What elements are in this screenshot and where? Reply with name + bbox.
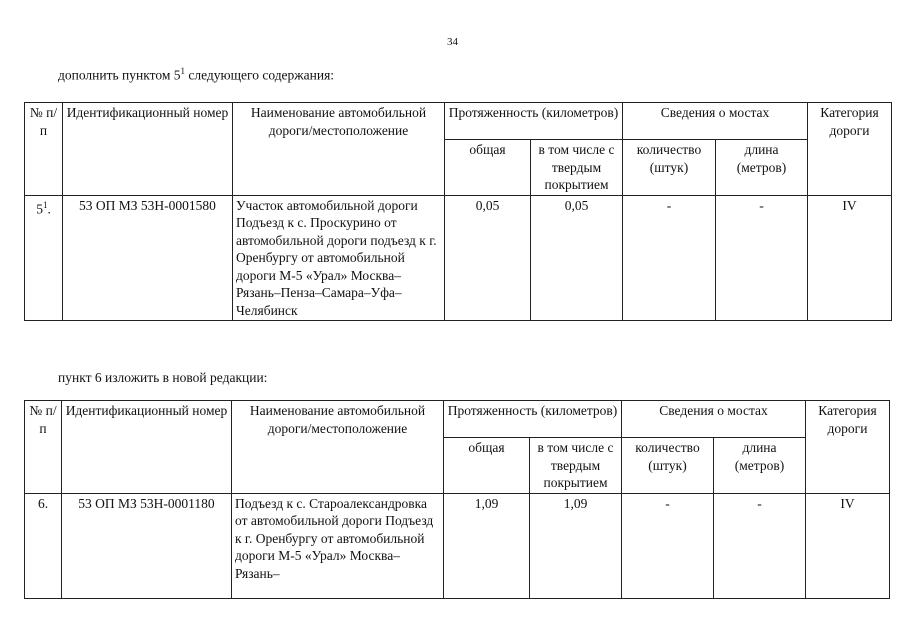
row-bridges-count: - xyxy=(622,493,714,598)
row-length-total: 1,09 xyxy=(444,493,530,598)
section1-intro-suffix: следующего содержания: xyxy=(185,67,335,83)
row-length-paved: 1,09 xyxy=(530,493,622,598)
row-num xyxy=(25,195,63,321)
row-bridges-count: - xyxy=(623,195,716,321)
row-category: IV xyxy=(808,195,892,321)
row-bridges-length: - xyxy=(716,195,808,321)
table-row xyxy=(25,493,890,598)
row-name: Участок автомобильной дороги Подъезд к с. Проскурино от автомобильной дороги подъезд к г. Оренбургу от автомобильной дороги М-5 «Урал» Москва–Рязань–Пенза–Самара–Уфа–Челябинск xyxy=(233,195,445,321)
header-bridges-length: длина (метров) xyxy=(714,438,806,494)
header-length: Протяженность (километров) xyxy=(444,401,622,438)
header-num: № п/п xyxy=(25,103,63,196)
row-name xyxy=(232,493,444,598)
header-name: Наименование автомобильной дороги/местоположение xyxy=(233,103,445,196)
header-length-total: общая xyxy=(445,140,531,196)
header-length-paved: в том числе с твердым покрытием xyxy=(531,140,623,196)
page-number: 34 xyxy=(447,36,458,48)
header-id: Идентификационный номер xyxy=(62,401,232,494)
header-bridges: Сведения о мостах xyxy=(622,401,806,438)
row-length-paved: 0,05 xyxy=(531,195,623,321)
header-category: Категория дороги xyxy=(806,401,890,494)
row-num-suffix: . xyxy=(47,201,51,216)
header-num: № п/п xyxy=(25,401,62,494)
header-bridges: Сведения о мостах xyxy=(623,103,808,140)
table-row xyxy=(25,195,892,321)
roads-table-1 xyxy=(24,102,892,321)
row-bridges-length: - xyxy=(714,493,806,598)
row-num: 6. xyxy=(25,493,62,598)
section1-intro-prefix: дополнить пунктом 5 xyxy=(58,67,181,83)
header-length-total: общая xyxy=(444,438,530,494)
header-name: Наименование автомобильной дороги/местоположение xyxy=(232,401,444,494)
row-category: IV xyxy=(806,493,890,598)
header-length-paved: в том числе с твердым покрытием xyxy=(530,438,622,494)
row-id: 53 ОП МЗ 53Н-0001580 xyxy=(63,195,233,321)
section2-intro: пункт 6 изложить в новой редакции: xyxy=(58,370,268,385)
roads-table-2 xyxy=(24,400,890,599)
row-id: 53 ОП МЗ 53Н-0001180 xyxy=(62,493,232,598)
header-category: Категория дороги xyxy=(808,103,892,196)
section1-intro-sup: 1 xyxy=(180,66,185,76)
row-length-total: 0,05 xyxy=(445,195,531,321)
header-bridges-count: количество (штук) xyxy=(623,140,716,196)
section1-intro xyxy=(58,66,334,84)
header-bridges-length: длина (метров) xyxy=(716,140,808,196)
row-num-sup: 1 xyxy=(42,199,48,210)
row-name-text: Подъезд к с. Староалександровка от автомобильной дороги Подъезд к г. Оренбургу от автомобильной дороги М-5 «Урал» Москва–Рязань– xyxy=(235,495,434,581)
header-bridges-count: количество (штук) xyxy=(622,438,714,494)
row-num-main: 5 xyxy=(36,201,43,216)
header-id: Идентификационный номер xyxy=(63,103,233,196)
header-length: Протяженность (километров) xyxy=(445,103,623,140)
